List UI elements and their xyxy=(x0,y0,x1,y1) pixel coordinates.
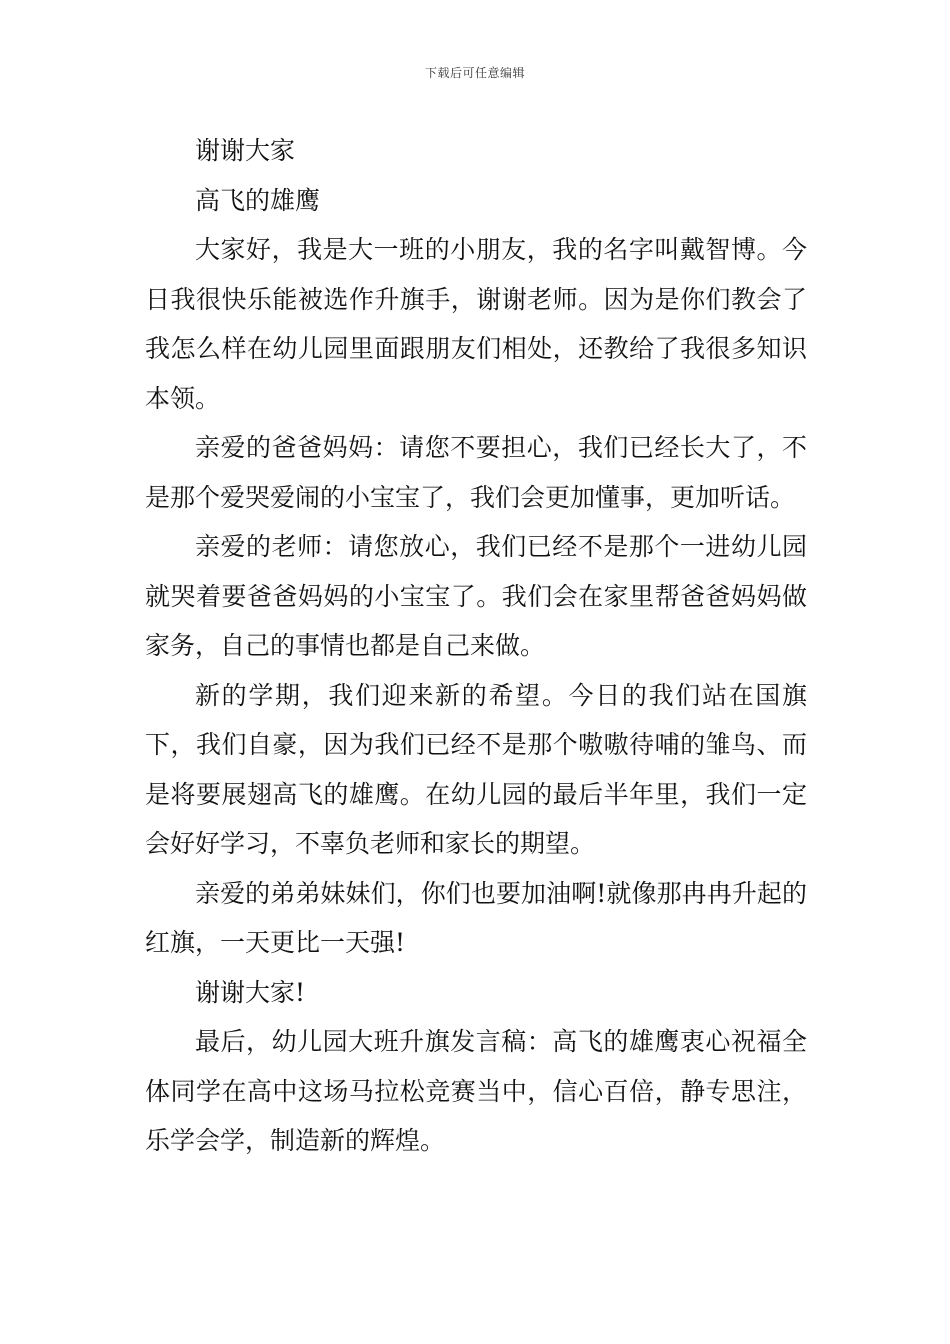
paragraph-final-blessing: 最后，幼儿园大班升旗发言稿：高飞的雄鹰衷心祝福全体同学在高中这场马拉松竞赛当中，信心百倍，静专思注，乐学会学，制造新的辉煌。 xyxy=(145,1027,807,1155)
paragraph-to-siblings: 亲爱的弟弟妹妹们，你们也要加油啊!就像那冉冉升起的红旗，一天更比一天强! xyxy=(145,878,807,957)
paragraph-to-teachers: 亲爱的老师：请您放心，我们已经不是那个一进幼儿园就哭着要爸爸妈妈的小宝宝了。我们会在家里帮爸爸妈妈做家务，自己的事情也都是自己来做。 xyxy=(145,532,807,660)
page-header-note: 下载后可任意编辑 xyxy=(424,66,525,80)
paragraph-introduction: 大家好，我是大一班的小朋友，我的名字叫戴智博。今日我很快乐能被选作升旗手，谢谢老师。因为是你们教会了我怎么样在幼儿园里面跟朋友们相处，还教给了我很多知识本领。 xyxy=(145,235,807,413)
document-body xyxy=(145,126,807,1166)
speech-title: 高飞的雄鹰 xyxy=(195,185,321,215)
paragraph-thanks: 谢谢大家! xyxy=(195,977,306,1007)
closing-thanks-heading: 谢谢大家 xyxy=(195,136,296,165)
paragraph-new-semester: 新的学期，我们迎来新的希望。今日的我们站在国旗下，我们自豪，因为我们已经不是那个嗷嗷待哺的雏鸟、而是将要展翅高飞的雄鹰。在幼儿园的最后半年里，我们一定会好好学习，不辜负老师和家长的期望。 xyxy=(145,680,807,858)
paragraph-to-parents: 亲爱的爸爸妈妈：请您不要担心，我们已经长大了，不是那个爱哭爱闹的小宝宝了，我们会更加懂事，更加听话。 xyxy=(145,433,807,512)
